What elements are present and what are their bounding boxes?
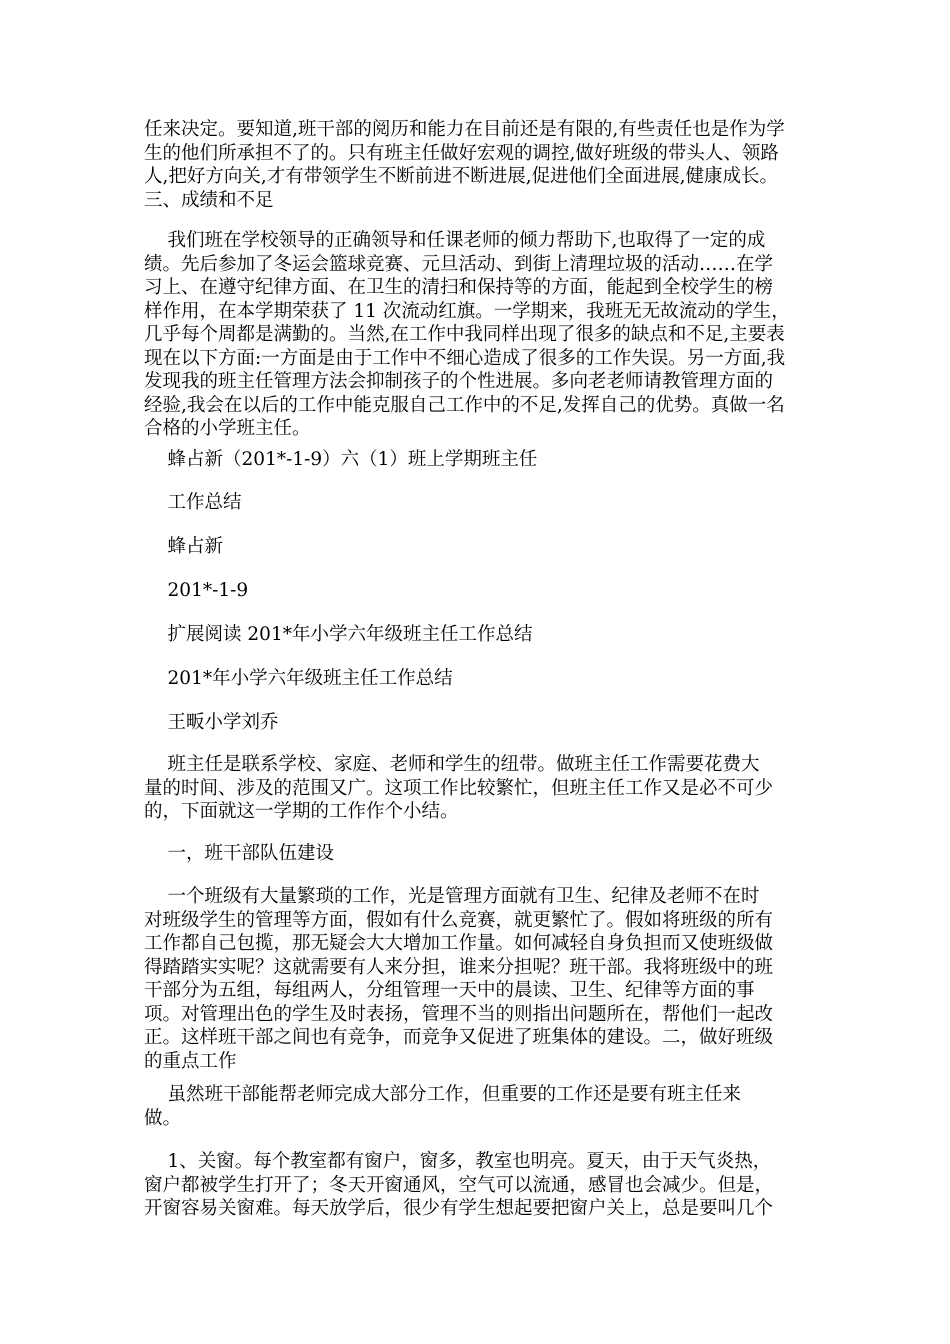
- paragraph-13: 虽然班干部能帮老师完成大部分工作，但重要的工作还是要有班主任来 做。: [144, 1084, 742, 1129]
- paragraph-10: 班主任是联系学校、家庭、老师和学生的纽带。做班主任工作需要花费大 量的时间、涉及的范围又广。这项工作比较繁忙，但班主任工作又是必不可少 的，下面就这一学期的工作作个小结。: [144, 754, 774, 822]
- paragraph-7: 扩展阅读 201*年小学六年级班主任工作总结: [144, 624, 533, 645]
- paragraph-3: 蜂占新（201*-1-9）六（1）班上学期班主任: [144, 449, 538, 470]
- paragraph-12: 一个班级有大量繁琐的工作，光是管理方面就有卫生、纪律及老师不在时 对班级学生的管理等方面，假如有什么竞赛，就更繁忙了。假如将班级的所有 工作都自己包揽，那无疑会大大增加工作量。如何减轻自身负担而又使班级做 得踏踏实实呢？这就需要有人来分担，谁来分担呢？班干部。我将班级中的班 干部分为五组，每组两人，分组管理一天中的晨读、卫生、纪律等方面的事 项。对管理出色的学生及时表扬，管理不当的则指出问题所在，帮他们一起改 正。这样班干部之间也有竞争，而竞争又促进了班集体的建设。二，做好班级 的重点工作: [144, 886, 774, 1072]
- paragraph-4: 工作总结: [144, 492, 242, 513]
- paragraph-11: 一，班干部队伍建设: [144, 843, 335, 864]
- paragraph-2: 我们班在学校领导的正确领导和任课老师的倾力帮助下,也取得了一定的成 绩。先后参加了冬运会篮球竞赛、元旦活动、到街上清理垃圾的活动……在学 习上、在遵守纪律方面、在卫生的清扫和保持等的方面，能起到全校学生的榜 样作用，在本学期荣获了 11 次流动红旗。一学期来，我班无无故流动的学生， 几乎每个周都是满勤的。当然,在工作中我同样出现了很多的缺点和不足,主要表 现在以下方面:一方面是由于工作中不细心造成了很多的工作失误。另一方面,我 发现我的班主任管理方法会抑制孩子的个性进展。多向老老师请教管理方面的 经验,我会在以后的工作中能克服自己工作中的不足,发挥自己的优势。真做一名 合格的小学班主任。: [144, 230, 790, 439]
- paragraph-1: 任来决定。要知道,班干部的阅历和能力在目前还是有限的,有些责任也是作为学 生的他们所承担不了的。只有班主任做好宏观的调控,做好班级的带头人、领路 人,把好方向关,才有带领学生不断前进不断进展,促进他们全面进展,健康成长。 三、成绩和不足: [144, 119, 785, 211]
- paragraph-14: 1、关窗。每个教室都有窗户，窗多，教室也明亮。夏天，由于天气炎热， 窗户都被学生打开了；冬天开窗通风，空气可以流通，感冒也会减少。但是， 开窗容易关窗难。每天放学后，很少有学生想起要把窗户关上，总是要叫几个: [144, 1151, 774, 1219]
- paragraph-5: 蜂占新: [144, 536, 224, 557]
- paragraph-9: 王畈小学刘乔: [144, 712, 279, 733]
- paragraph-8: 201*年小学六年级班主任工作总结: [144, 668, 453, 689]
- paragraph-6: 201*-1-9: [144, 580, 249, 601]
